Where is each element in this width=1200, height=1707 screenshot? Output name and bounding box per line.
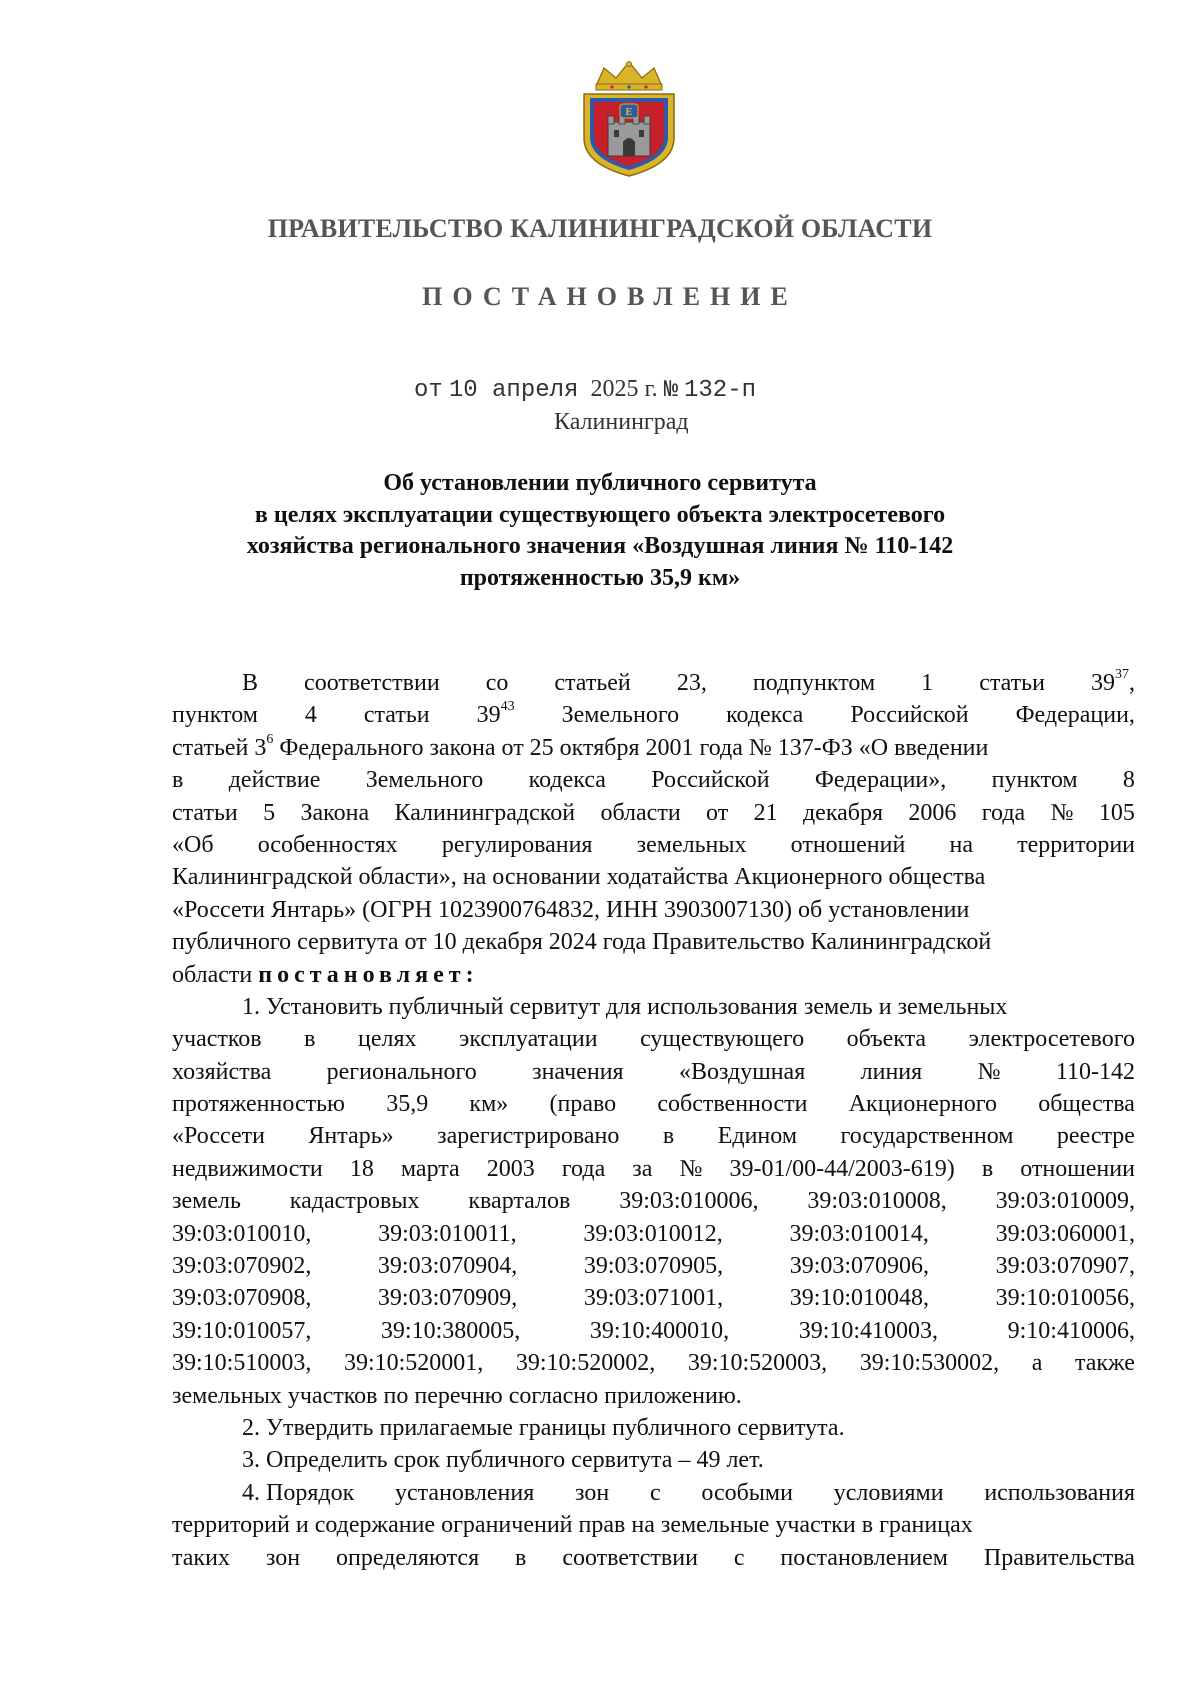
document-body — [172, 667, 1135, 1574]
punctuation: , — [1128, 670, 1135, 696]
word: статьи — [363, 702, 430, 729]
word: линия — [860, 1058, 923, 1085]
word: таких — [172, 1544, 230, 1571]
word: Федерации», — [814, 767, 947, 794]
word: Федерации, — [1015, 702, 1135, 729]
word: участков — [172, 1026, 262, 1053]
cadastral-number: 39:10:410003, — [798, 1317, 939, 1344]
word: 18 — [349, 1155, 374, 1182]
word: 1 — [921, 670, 934, 696]
paragraph-line — [172, 1444, 1135, 1476]
word: в — [515, 1544, 527, 1571]
word: кадастровых — [289, 1188, 420, 1215]
word: Едином — [717, 1123, 798, 1150]
word: особенностях — [257, 831, 398, 858]
monogram-icon — [620, 104, 638, 118]
word: пунктом — [172, 702, 258, 729]
word: 39-01/00-44/2003-619) — [729, 1155, 955, 1182]
word: определяются — [335, 1544, 480, 1571]
word: за — [632, 1155, 653, 1182]
word: Акционерного — [848, 1091, 997, 1118]
word: земель — [172, 1188, 241, 1215]
document-type: ПОСТАНОВЛЕНИЕ — [422, 282, 798, 311]
title-line: хозяйства регионального значения «Воздушная линия № 110-142 — [246, 533, 954, 559]
title-line: в целях эксплуатации существующего объекта электросетевого — [254, 501, 946, 528]
word: области — [172, 961, 253, 988]
cadastral-number: 39:03:010008, — [807, 1188, 947, 1215]
cadastral-number: 9:10:410006, — [1007, 1317, 1135, 1344]
paragraph-line — [172, 1347, 1135, 1379]
text-run: Федерального закона от 25 октября 2001 года № 137-ФЗ «О введении — [273, 734, 989, 761]
word: использования — [984, 1479, 1135, 1506]
word: года — [561, 1155, 606, 1182]
word: с — [649, 1479, 661, 1506]
cadastral-number: 39:03:010014, — [789, 1220, 929, 1247]
word: 110-142 — [1055, 1058, 1135, 1085]
word: 4 — [304, 702, 317, 729]
word: кодекса — [726, 702, 804, 729]
paragraph-line — [172, 926, 1135, 958]
word: условиями — [833, 1479, 944, 1506]
word: в — [172, 767, 184, 794]
superscript: 6 — [266, 731, 274, 747]
tower-icon — [608, 116, 650, 156]
word: существующего — [640, 1026, 805, 1053]
word: действие — [228, 767, 321, 794]
paragraph-line — [172, 861, 1135, 893]
word: статьей — [554, 670, 631, 696]
word: года — [981, 799, 1026, 826]
text-run: 1. Установить публичный сервитут для использования земель и земельных — [242, 993, 1008, 1020]
paragraph-line — [172, 1250, 1135, 1282]
cadastral-number: 39:10:530002, — [859, 1350, 1000, 1377]
word: отношении — [1020, 1155, 1135, 1182]
word: эксплуатации — [459, 1026, 598, 1053]
text-run: публичного сервитута от 10 декабря 2024 года Правительство Калининградской — [172, 929, 992, 956]
cadastral-number: 39:03:060001, — [995, 1220, 1135, 1247]
paragraph-line — [172, 1315, 1135, 1347]
word: В — [242, 670, 259, 696]
cadastral-number: 39:03:010009, — [995, 1188, 1135, 1215]
date-value: 10 апреля — [448, 377, 579, 404]
cadastral-number: 39:10:010048, — [789, 1285, 930, 1312]
cadastral-number: 39:03:010011, — [378, 1220, 517, 1247]
word-with-superscript — [1091, 667, 1135, 699]
word: от — [706, 799, 729, 826]
cadastral-number: 39:03:070905, — [583, 1253, 724, 1280]
word: в — [981, 1155, 994, 1182]
cadastral-number: 39:03:070909, — [377, 1285, 518, 1312]
word: в — [662, 1123, 675, 1150]
paragraph-line — [172, 764, 1135, 796]
cadastral-number: 39:10:010056, — [995, 1285, 1135, 1312]
coat-of-arms-emblem — [578, 60, 680, 178]
document-title — [0, 468, 1200, 594]
word: кодекса — [528, 767, 606, 794]
word: установления — [394, 1479, 535, 1506]
paragraph-line — [172, 1120, 1135, 1152]
word: постановлением — [780, 1544, 948, 1571]
word: на — [949, 831, 973, 858]
text-run: «Россети Янтарь» (ОГРН 1023900764832, ИНН 3903007130) об установлении — [172, 896, 970, 923]
word: области — [600, 799, 681, 826]
svg-text:Е: Е — [625, 106, 633, 118]
word: кварталов — [468, 1188, 571, 1215]
title-line: протяженностью 35,9 км» — [459, 564, 741, 591]
word: особыми — [701, 1479, 793, 1506]
word: Российской — [651, 767, 770, 794]
word: также — [1074, 1350, 1135, 1377]
word: 8 — [1122, 767, 1135, 794]
text-run: земельных участков по перечню согласно приложению. — [172, 1382, 742, 1409]
cadastral-number: 39:03:071001, — [583, 1285, 724, 1312]
paragraph-line — [172, 1412, 1135, 1444]
word: № — [1050, 799, 1074, 826]
word: Правительства — [983, 1544, 1135, 1571]
resolution-keyword: постановляет: — [258, 961, 479, 988]
word: значения — [532, 1058, 624, 1085]
text-run: 2. Утвердить прилагаемые границы публичного сервитута. — [242, 1414, 845, 1441]
cadastral-number: 39:03:010006, — [619, 1188, 759, 1215]
paragraph-line — [172, 667, 1135, 699]
title-line: Об установлении публичного сервитута — [383, 470, 817, 496]
word: статьей 3 — [172, 734, 267, 761]
word: Калининградской — [394, 799, 576, 826]
word: территории — [1017, 831, 1135, 858]
word: протяженностью — [172, 1091, 345, 1118]
paragraph-line — [172, 1380, 1135, 1412]
organization-name: ПРАВИТЕЛЬСТВО КАЛИНИНГРАДСКОЙ ОБЛАСТИ — [267, 214, 933, 243]
cadastral-number: 39:10:400010, — [589, 1317, 730, 1344]
cadastral-number: 39:03:070907, — [995, 1253, 1135, 1280]
cadastral-number: 39:10:520002, — [515, 1350, 656, 1377]
document-number: 132-п — [683, 377, 756, 404]
word: с — [733, 1544, 745, 1571]
word: 39 — [476, 702, 501, 729]
word-with-superscript — [477, 699, 515, 731]
word: зарегистрировано — [437, 1123, 620, 1150]
city-name: Калининград — [554, 409, 689, 435]
paragraph-line — [172, 1185, 1135, 1217]
cadastral-number: 39:10:510003, — [172, 1350, 312, 1377]
word: электросетевого — [968, 1026, 1135, 1053]
word: зон — [575, 1479, 610, 1506]
word: 2006 — [908, 799, 957, 826]
cadastral-number: 39:10:520003, — [687, 1350, 828, 1377]
word: соответствии — [562, 1544, 698, 1571]
word: Закона — [300, 799, 370, 826]
cadastral-number: 39:03:070904, — [377, 1253, 518, 1280]
word: «Воздушная — [678, 1058, 806, 1085]
number-sign: № — [663, 377, 678, 404]
word: Земельного — [365, 767, 484, 794]
paragraph-line — [172, 1509, 1135, 1541]
paragraph-line — [172, 991, 1135, 1023]
word: пунктом — [991, 767, 1078, 794]
date-prefix: от — [414, 377, 443, 404]
word: земельных — [636, 831, 747, 858]
word: 21 — [753, 799, 778, 826]
word: соответствии — [304, 670, 440, 696]
word: хозяйства — [172, 1058, 272, 1085]
paragraph-line — [172, 797, 1135, 829]
cadastral-number: 39:03:070908, — [172, 1285, 312, 1312]
paragraph-line — [172, 1542, 1135, 1574]
word: статьи — [172, 799, 238, 826]
crown-icon — [596, 61, 662, 90]
word: 4. Порядок — [242, 1479, 355, 1506]
word: подпунктом — [752, 670, 876, 696]
paragraph-line — [172, 1056, 1135, 1088]
word: регулирования — [441, 831, 593, 858]
paragraph-line — [172, 699, 1135, 731]
cadastral-number: 39:03:070906, — [789, 1253, 930, 1280]
word: государственном — [840, 1123, 1014, 1150]
word: целях — [358, 1026, 417, 1053]
word: «Об — [172, 831, 214, 858]
word: 2003 — [486, 1155, 535, 1182]
paragraph-line — [172, 732, 1135, 764]
paragraph-line — [172, 1153, 1135, 1185]
word: марта — [400, 1155, 460, 1182]
word: 35,9 — [386, 1091, 429, 1118]
word: недвижимости — [172, 1155, 323, 1182]
paragraph-line — [172, 894, 1135, 926]
word: 23, — [676, 670, 707, 696]
word: отношений — [790, 831, 906, 858]
word: реестре — [1056, 1123, 1135, 1150]
word: № — [977, 1058, 1001, 1085]
word: № — [679, 1155, 703, 1182]
word: км» — [469, 1091, 509, 1118]
paragraph-line — [172, 1023, 1135, 1055]
word: «Россети — [172, 1123, 265, 1150]
text-run: территорий и содержание ограничений прав на земельные участки в границах — [172, 1512, 973, 1539]
word: общества — [1038, 1091, 1135, 1118]
cadastral-number: 39:10:010057, — [172, 1317, 312, 1344]
cadastral-number: 39:03:070902, — [172, 1253, 312, 1280]
word: Янтарь» — [308, 1123, 394, 1150]
text-run: Калининградской области», на основании ходатайства Акционерного общества — [172, 864, 986, 891]
word: со — [485, 670, 509, 696]
paragraph-line — [172, 1088, 1135, 1120]
word: Земельного — [561, 702, 680, 729]
word: (право — [549, 1091, 617, 1118]
paragraph-line — [172, 1282, 1135, 1314]
cadastral-number: 39:10:380005, — [380, 1317, 521, 1344]
superscript: 37 — [1114, 667, 1129, 682]
word-with-superscript — [172, 732, 988, 764]
cadastral-number: 39:03:010010, — [172, 1220, 312, 1247]
cadastral-number: 39:10:520001, — [343, 1350, 484, 1377]
word: 39 — [1090, 670, 1115, 696]
paragraph-line — [172, 1477, 1135, 1509]
word: статьи — [979, 670, 1045, 696]
cadastral-number: 39:03:010012, — [583, 1220, 723, 1247]
superscript: 43 — [500, 699, 515, 715]
date-year: 2025 г. — [590, 376, 658, 402]
word: объекта — [846, 1026, 927, 1053]
word: Российской — [850, 702, 969, 729]
word: декабря — [802, 799, 884, 826]
word: 105 — [1098, 799, 1135, 826]
word: зон — [265, 1544, 301, 1571]
paragraph-line — [172, 1218, 1135, 1250]
word: регионального — [326, 1058, 477, 1085]
paragraph-line — [172, 959, 1135, 991]
word: собственности — [657, 1091, 808, 1118]
word: 5 — [263, 799, 276, 826]
word: в — [304, 1026, 316, 1053]
paragraph-line — [172, 829, 1135, 861]
document-date-number — [414, 376, 756, 404]
word: а — [1031, 1350, 1043, 1377]
text-run: 3. Определить срок публичного сервитута – 49 лет. — [242, 1447, 764, 1474]
